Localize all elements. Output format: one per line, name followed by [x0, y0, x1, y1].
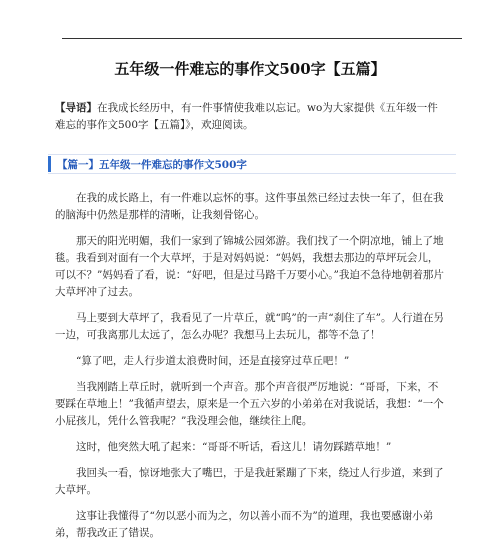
article-body: [55, 190, 447, 542]
body-paragraph: 这事让我懂得了“勿以恶小而为之，勿以善小而不为”的道理，我也要感谢小弟弟，帮我改正了错误。: [55, 510, 434, 539]
body-paragraph: 那天的阳光明媚，我们一家到了锦城公园郊游。我们找了一个阴凉地，铺上了地毯。我看到对面有一个大草坪，于是对妈妈说：“妈妈，我想去那边的草坪玩会儿，可以不？”妈妈看了看，说：“好吧，但是过马路千万要小心。”我迫不急待地朝着那片大草坪冲了过去。: [55, 235, 444, 298]
page-title: 五年级一件难忘的事作文500字【五篇】: [114, 60, 386, 78]
body-paragraph: 在我的成长路上，有一件难以忘怀的事。这件事虽然已经过去快一年了，但在我的脑海中仍然是那样的清晰，让我刻骨铭心。: [55, 192, 444, 221]
section-accent-bar: [48, 156, 51, 172]
intro-paragraph: [55, 100, 447, 134]
body-paragraph: 马上要到大草坪了，我看见了一片草丘，就“呜”的一声“刹住了车”。人行道在另一边，可我离那儿太远了，怎么办呢？我想马上去玩儿，都等不急了！: [55, 312, 444, 341]
body-paragraph: 我回头一看，惊讶地张大了嘴巴，于是我赶紧蹦了下来，绕过人行步道，来到了大草坪。: [55, 467, 444, 496]
top-rule: [62, 38, 462, 39]
intro-lead: 【导语】: [55, 102, 97, 114]
body-paragraph: 这时，他突然大吼了起来：“哥哥不听话，看这儿！请勿踩踏草地！”: [76, 441, 392, 453]
intro-text: 在我成长经历中，有一件事情使我难以忘记。wo为大家提供《五年级一件难忘的事作文500字【五篇】》，欢迎阅读。: [55, 102, 438, 131]
body-paragraph: 当我刚踏上草丘时，就听到一个声音。那个声音很严厉地说：“哥哥，下来，不要踩在草地上！”我循声望去，原来是一个五六岁的小弟弟在对我说话，我想：“一个小屁孩儿，凭什么管我呢？”我没理会他，继续往上爬。: [55, 381, 444, 427]
section-heading-bar: [48, 154, 456, 174]
body-paragraph: “算了吧，走人行步道太浪费时间，还是直接穿过草丘吧！”: [76, 355, 350, 367]
section-heading: 【篇一】五年级一件难忘的事作文500字: [57, 158, 247, 171]
